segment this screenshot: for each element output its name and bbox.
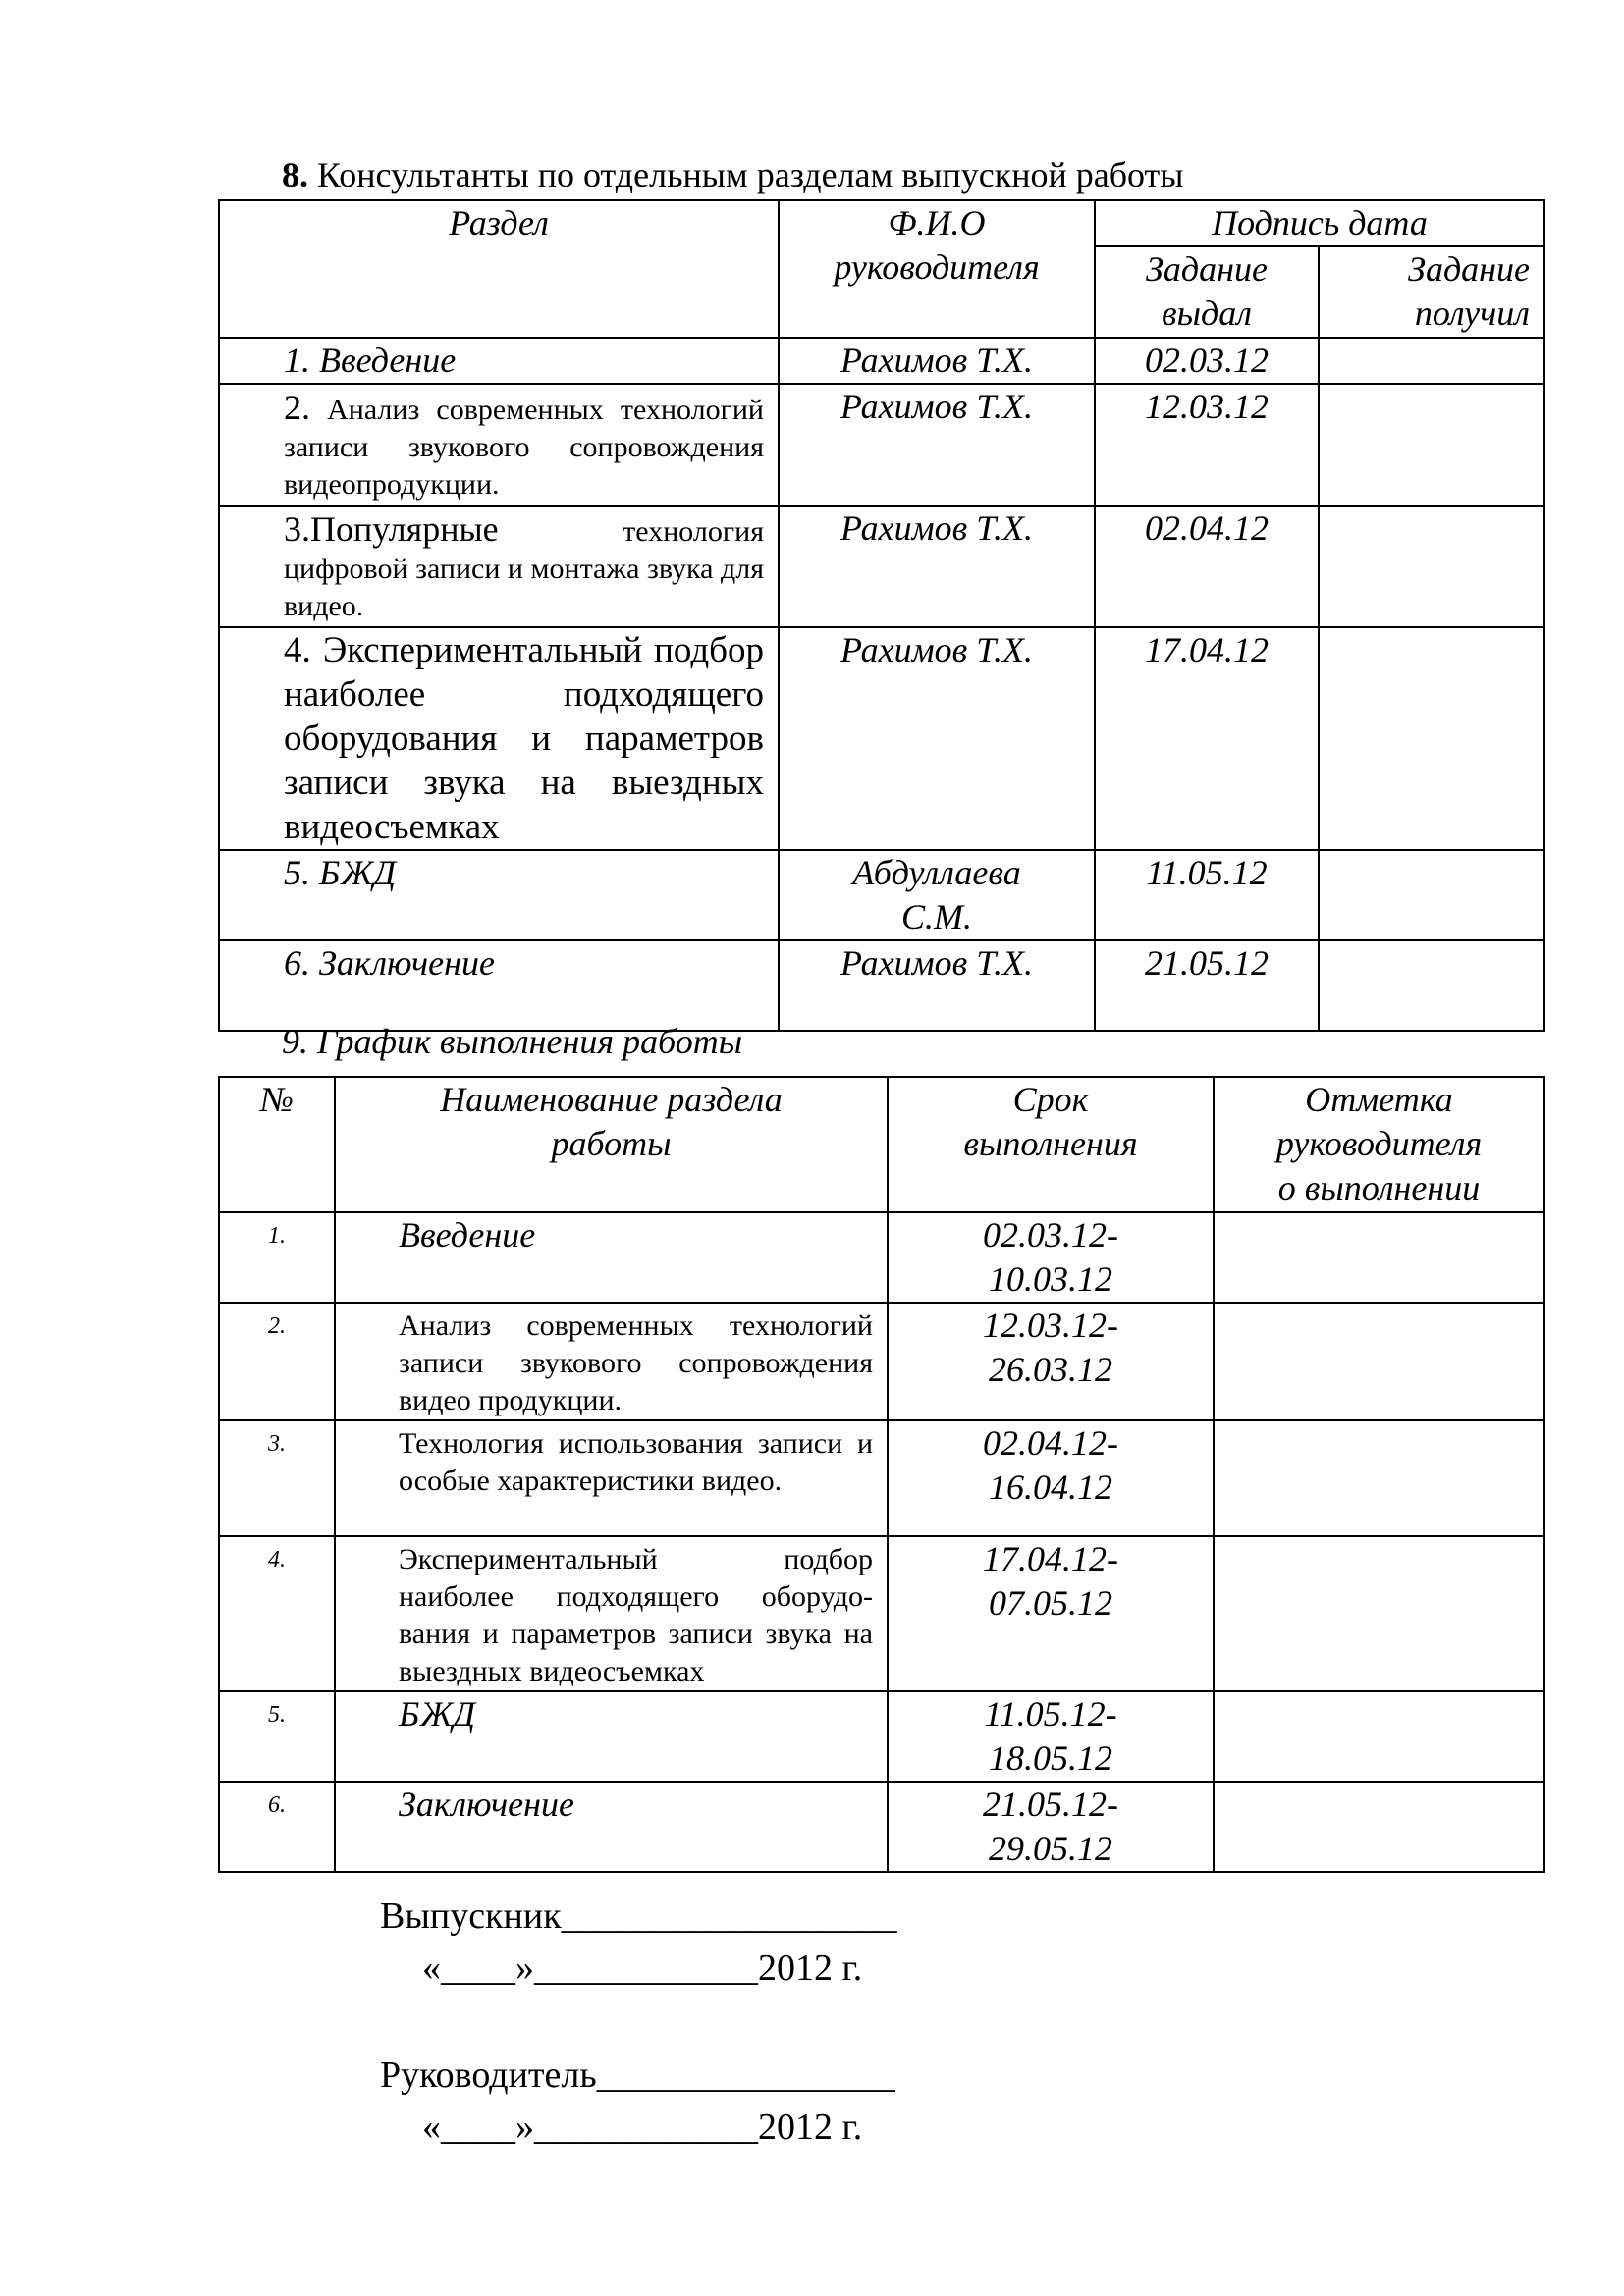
- section-cell: 4. Экспериментальный подбор наиболее подходящего оборудования и параметров записи звука на выездных видеосъемках: [219, 627, 779, 850]
- header-supervisor-mark: Отметка руководителя о выполнении: [1214, 1077, 1544, 1212]
- row-section-name: Экспериментальный подбор наиболее подходящего оборудо-вания и параметров записи звука на выездных видеосъемках: [335, 1536, 888, 1691]
- table-row: [219, 850, 1544, 940]
- header-fio: Ф.И.О руководителя: [779, 200, 1095, 338]
- row-supervisor-mark: [1214, 1420, 1544, 1536]
- consultant-cell: Рахимов Т.Х.: [779, 627, 1095, 850]
- row-number: 4.: [219, 1536, 335, 1691]
- header-task-given: Задание выдал: [1095, 246, 1319, 338]
- row-supervisor-mark: [1214, 1782, 1544, 1872]
- section-9-heading: 9. График выполнения работы: [282, 1022, 743, 1061]
- given-date-cell: 17.04.12: [1095, 627, 1319, 850]
- table-header-row: [219, 200, 1544, 246]
- row-section-name: БЖД: [335, 1691, 888, 1782]
- table-row: [219, 1536, 1544, 1691]
- supervisor-date-line: «____»____________2012 г.: [422, 2107, 863, 2148]
- section-cell: 5. БЖД: [219, 850, 779, 940]
- row-term: 21.05.12- 29.05.12: [888, 1782, 1214, 1872]
- given-date-cell: 12.03.12: [1095, 384, 1319, 506]
- row-section-name: Технология использования записи и особые характеристики видео.: [335, 1420, 888, 1536]
- section-8-title: Консультанты по отдельным разделам выпускной работы: [317, 155, 1184, 194]
- header-term: Срок выполнения: [888, 1077, 1214, 1212]
- header-signature-date: Подпись дата: [1095, 200, 1544, 246]
- row-term: 11.05.12- 18.05.12: [888, 1691, 1214, 1782]
- row-term: 17.04.12- 07.05.12: [888, 1536, 1214, 1691]
- row-number: 1.: [219, 1212, 335, 1303]
- received-cell: [1319, 850, 1544, 940]
- table-header-row: [219, 1077, 1544, 1212]
- consultant-cell: Рахимов Т.Х.: [779, 506, 1095, 627]
- table-row: [219, 627, 1544, 850]
- given-date-cell: 11.05.12: [1095, 850, 1319, 940]
- row-term: 02.04.12- 16.04.12: [888, 1420, 1214, 1536]
- supervisor-signature-line: Руководитель________________: [380, 2055, 895, 2096]
- consultant-cell: Абдуллаева С.М.: [779, 850, 1095, 940]
- section-cell: 1. Введение: [219, 338, 779, 384]
- row-term: 02.03.12- 10.03.12: [888, 1212, 1214, 1303]
- table-row: [219, 1212, 1544, 1303]
- schedule-table: [218, 1076, 1545, 1873]
- consultant-cell: Рахимов Т.Х.: [779, 940, 1095, 1031]
- row-section-name: Анализ современных технологий записи звукового сопровождения видео продукции.: [335, 1303, 888, 1420]
- row-number: 5.: [219, 1691, 335, 1782]
- received-cell: [1319, 384, 1544, 506]
- consultants-table: [218, 199, 1545, 1032]
- row-number: 6.: [219, 1782, 335, 1872]
- received-cell: [1319, 506, 1544, 627]
- table-row: [219, 1782, 1544, 1872]
- header-number: №: [219, 1077, 335, 1212]
- section-cell: 6. Заключение: [219, 940, 779, 1031]
- table-row: [219, 384, 1544, 506]
- row-number: 3.: [219, 1420, 335, 1536]
- graduate-signature-line: Выпускник__________________: [380, 1896, 897, 1937]
- section-8-heading: [282, 155, 1183, 194]
- graduate-date-line: «____»____________2012 г.: [422, 1948, 863, 1989]
- table-row: [219, 1303, 1544, 1420]
- row-supervisor-mark: [1214, 1303, 1544, 1420]
- table-row: [219, 1691, 1544, 1782]
- received-cell: [1319, 940, 1544, 1031]
- given-date-cell: 21.05.12: [1095, 940, 1319, 1031]
- header-task-received: Задание получил: [1319, 246, 1544, 338]
- header-section: Раздел: [219, 200, 779, 338]
- table-row: [219, 506, 1544, 627]
- consultant-cell: Рахимов Т.Х.: [779, 384, 1095, 506]
- row-number: 2.: [219, 1303, 335, 1420]
- table-row: [219, 338, 1544, 384]
- table-row: [219, 940, 1544, 1031]
- section-cell: 3.Популярные технология цифровой записи и монтажа звука для видео.: [219, 506, 779, 627]
- section-8-number: 8.: [282, 155, 308, 194]
- header-section-name: Наименование раздела работы: [335, 1077, 888, 1212]
- row-supervisor-mark: [1214, 1536, 1544, 1691]
- row-term: 12.03.12- 26.03.12: [888, 1303, 1214, 1420]
- section-cell: 2. Анализ современных технологий записи звукового сопровождения видеопродукции.: [219, 384, 779, 506]
- consultant-cell: Рахимов Т.Х.: [779, 338, 1095, 384]
- received-cell: [1319, 338, 1544, 384]
- given-date-cell: 02.03.12: [1095, 338, 1319, 384]
- received-cell: [1319, 627, 1544, 850]
- row-section-name: Заключение: [335, 1782, 888, 1872]
- row-section-name: Введение: [335, 1212, 888, 1303]
- given-date-cell: 02.04.12: [1095, 506, 1319, 627]
- row-supervisor-mark: [1214, 1691, 1544, 1782]
- row-supervisor-mark: [1214, 1212, 1544, 1303]
- table-row: [219, 1420, 1544, 1536]
